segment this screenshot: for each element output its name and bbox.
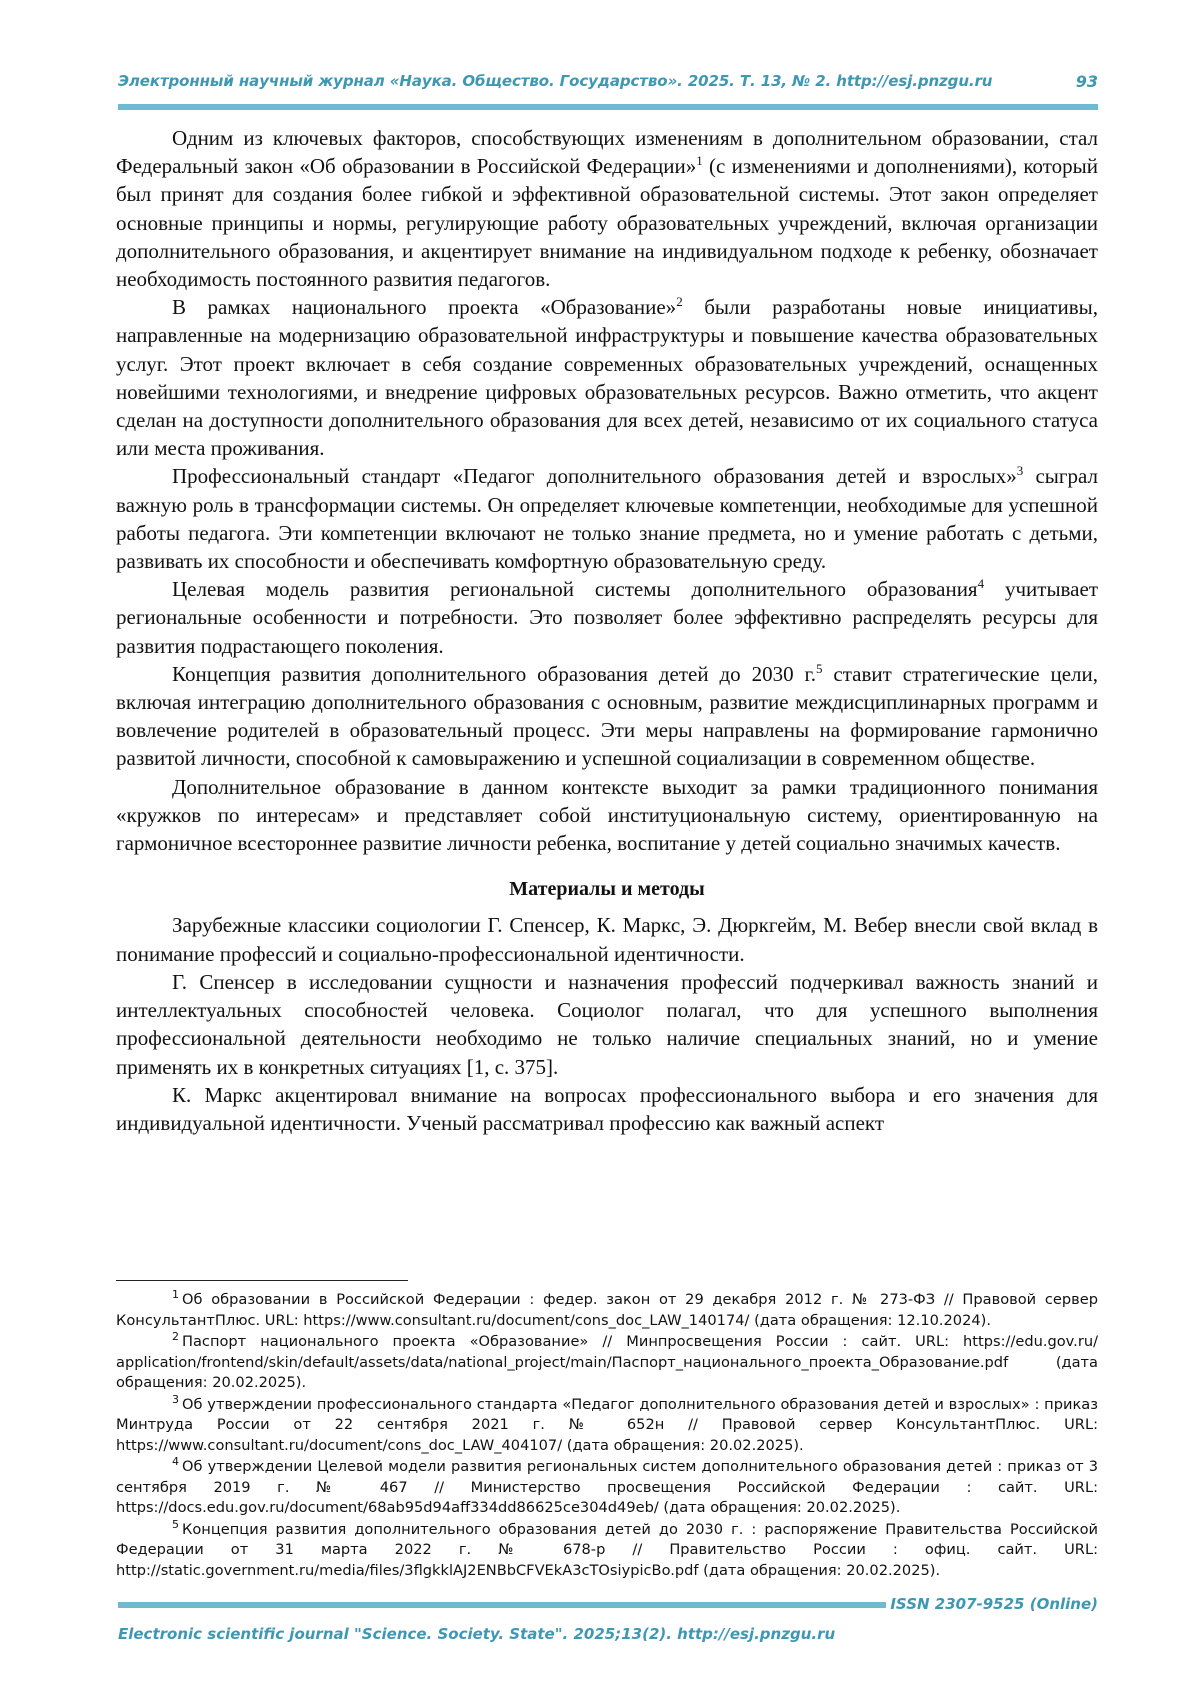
paragraph-1 bbox=[116, 124, 1098, 293]
footnote-ref-5[interactable]: 5 bbox=[815, 660, 823, 676]
paragraph-6 bbox=[116, 773, 1098, 858]
paragraph-6-text: Дополнительное образование в данном контексте выходит за рамки традиционного понимания «кружков по интересам» и представляет собой институциональную систему, ориентированную на гармоничное всестороннее развитие личности ребенка, воспитание у детей социально значимых качеств. bbox=[116, 774, 1098, 856]
paragraph-4-text: Целевая модель развития региональной системы дополнительного образования bbox=[172, 577, 978, 602]
footnote-number: 1 bbox=[172, 1288, 179, 1302]
footnotes bbox=[116, 1290, 1098, 1582]
footer-issn: ISSN 2307-9525 (Online) bbox=[890, 1595, 1098, 1613]
footer-journal-title: Electronic scientific journal "Science. Society. State". 2025;13(2). http://esj.pnzgu.ru bbox=[118, 1625, 836, 1643]
footnote-text[interactable]: Об образовании в Российской Федерации : федер. закон от 29 декабря 2012 г. № 273-ФЗ // Правовой сервер КонсультантПлюс. URL: https://www.consultant.ru/document/cons_doc_LAW_140174/ (дата обращения: 12.10.2024). bbox=[116, 1291, 1098, 1329]
footnote-ref-2[interactable]: 2 bbox=[676, 294, 683, 310]
footnote-text[interactable]: Об утверждении Целевой модели развития региональных систем дополнительного образования детей : приказ от 3 сентября 2019 г. № 467 // Министерство просвещения Российской Федерации : сайт. URL: https://docs.edu.gov.ru/document/68ab95d94aff334dd86625ce304d49eb/ (дата обращения: 20.02.2025). bbox=[116, 1458, 1098, 1516]
footnote-text[interactable]: Концепция развития дополнительного образования детей до 2030 г. : распоряжение Правительства Российской Федерации от 31 марта 2022 г. № 678-р // Правительство России : офиц. сайт. URL: http://static.government.ru/media/files/3flgkklAJ2ENBbCFVEkA3cTOsiypicBo.pdf (дата обращения: 20.02.2025). bbox=[116, 1520, 1098, 1579]
footnote-1 bbox=[116, 1290, 1098, 1331]
footnote-ref-3[interactable]: 3 bbox=[1016, 463, 1024, 479]
paragraph-2-text-cont: были разработаны новые инициативы, направленные на модернизацию образовательной инфраструктуры и повышение качества образовательных услуг. Этот проект включает в себя создание современных образовательных учреждений, оснащенных новейшими технологиями, и внедрение цифровых образовательных ресурсов. Важно отметить, что акцент сделан на доступности дополнительного образования для всех детей, независимо от их социального статуса или места проживания. bbox=[116, 295, 1098, 461]
paragraph-2-text: В рамках национального проекта «Образование» bbox=[172, 295, 677, 320]
footnote-text[interactable]: Об утверждении профессионального стандарта «Педагог дополнительного образования детей и взрослых» : приказ Минтруда России от 22 сентября 2021 г. № 652н // Правовой сервер КонсультантПлюс. URL: https://www.consultant.ru/document/cons_doc_LAW_404107/ (дата обращения: 20.02.2025). bbox=[116, 1395, 1098, 1454]
footnote-ref-4[interactable]: 4 bbox=[977, 576, 985, 592]
footnote-ref-1[interactable]: 1 bbox=[696, 153, 703, 169]
paragraph-5-text: Концепция развития дополнительного образования детей до 2030 г. bbox=[172, 661, 816, 686]
section-heading: Материалы и методы bbox=[509, 878, 705, 901]
footnote-text[interactable]: Паспорт национального проекта «Образование» // Минпросвещения России : сайт. URL: https://edu.gov.ru/ application/frontend/skin/default/assets/data/national_project/main/Паспорт_национального_проекта_Образование.pdf (дата обращения: 20.02.2025). bbox=[116, 1333, 1098, 1391]
paragraph-3-text: Профессиональный стандарт «Педагог дополнительного образования детей и взрослых» bbox=[172, 464, 1017, 489]
paragraph-4-text-cont: учитывает региональные особенности и потребности. Это позволяет более эффективно распределять ресурсы для развития подрастающего поколения. bbox=[116, 577, 1099, 658]
paragraph-5-text-cont: ставит стратегические цели, включая интеграцию дополнительного образования с основным, развитие междисциплинарных программ и вовлечение родителей в образовательный процесс. Эти меры направлены на формирование гармонично развитой личности, способной к самовыражению и успешной социализации в современном обществе. bbox=[116, 661, 1098, 771]
footnote-2 bbox=[116, 1332, 1098, 1394]
paragraph-1-text: Одним из ключевых факторов, способствующих изменениям в дополнительном образовании, стал Федеральный закон «Об образовании в Российской Федерации» bbox=[116, 126, 1098, 179]
footnote-number: 2 bbox=[172, 1330, 179, 1344]
paragraph-4 bbox=[116, 575, 1098, 660]
paragraph-2 bbox=[116, 293, 1098, 462]
footnote-number: 3 bbox=[172, 1392, 179, 1406]
article-body bbox=[116, 124, 1098, 1137]
page-number: 93 bbox=[1075, 72, 1098, 91]
section-paragraph-2: Г. Спенсер в исследовании сущности и назначения профессий подчеркивал важность знаний и интеллектуальных способностей человека. Социолог полагал, что для успешного выполнения профессиональной деятельности необходимо не только наличие специальных знаний, но и умение применять их в конкретных ситуациях [1, с. 375]. bbox=[116, 969, 1098, 1079]
footer-rule bbox=[118, 1602, 886, 1608]
header-journal-title: Электронный научный журнал «Наука. Общество. Государство». 2025. Т. 13, № 2. http://esj.pnzgu.ru bbox=[118, 72, 993, 90]
footnote-number: 5 bbox=[172, 1517, 179, 1531]
paragraph-1-text-cont: (с изменениями и дополнениями), который был принят для создания более гибкой и эффективной образовательной системы. Этот закон определяет основные принципы и нормы, регулирующие работу образовательных учреждений, включая организации дополнительного образования, и акцентирует внимание на индивидуальном подходе к ребенку, обозначает необходимость постоянного развития педагогов. bbox=[116, 154, 1098, 292]
footnote-separator bbox=[116, 1280, 408, 1281]
page-header bbox=[118, 72, 1098, 98]
section-paragraph-3: К. Маркс акцентировал внимание на вопросах профессионального выбора и его значения для индивидуальной идентичности. Ученый рассматривал профессию как важный аспект bbox=[116, 1082, 1098, 1135]
footnote-5 bbox=[116, 1517, 1098, 1582]
footnote-3 bbox=[116, 1392, 1098, 1457]
paragraph-3-text-cont: сыграл важную роль в трансформации системы. Он определяет ключевые компетенции, необходимые для успешной работы педагога. Эти компетенции включают не только знание предмета, но и умение работать с детьми, развивать их способности и обеспечивать комфортную образовательную среду. bbox=[116, 464, 1099, 574]
paragraph-3 bbox=[116, 462, 1098, 575]
footnote-number: 4 bbox=[172, 1455, 179, 1469]
paragraph-5 bbox=[116, 660, 1098, 773]
section-paragraph-1: Зарубежные классики социологии Г. Спенсер, К. Маркс, Э. Дюркгейм, М. Вебер внесли свой вклад в понимание профессий и социально-профессиональной идентичности. bbox=[116, 913, 1098, 966]
header-rule bbox=[118, 104, 1098, 110]
footnote-4 bbox=[116, 1457, 1098, 1519]
